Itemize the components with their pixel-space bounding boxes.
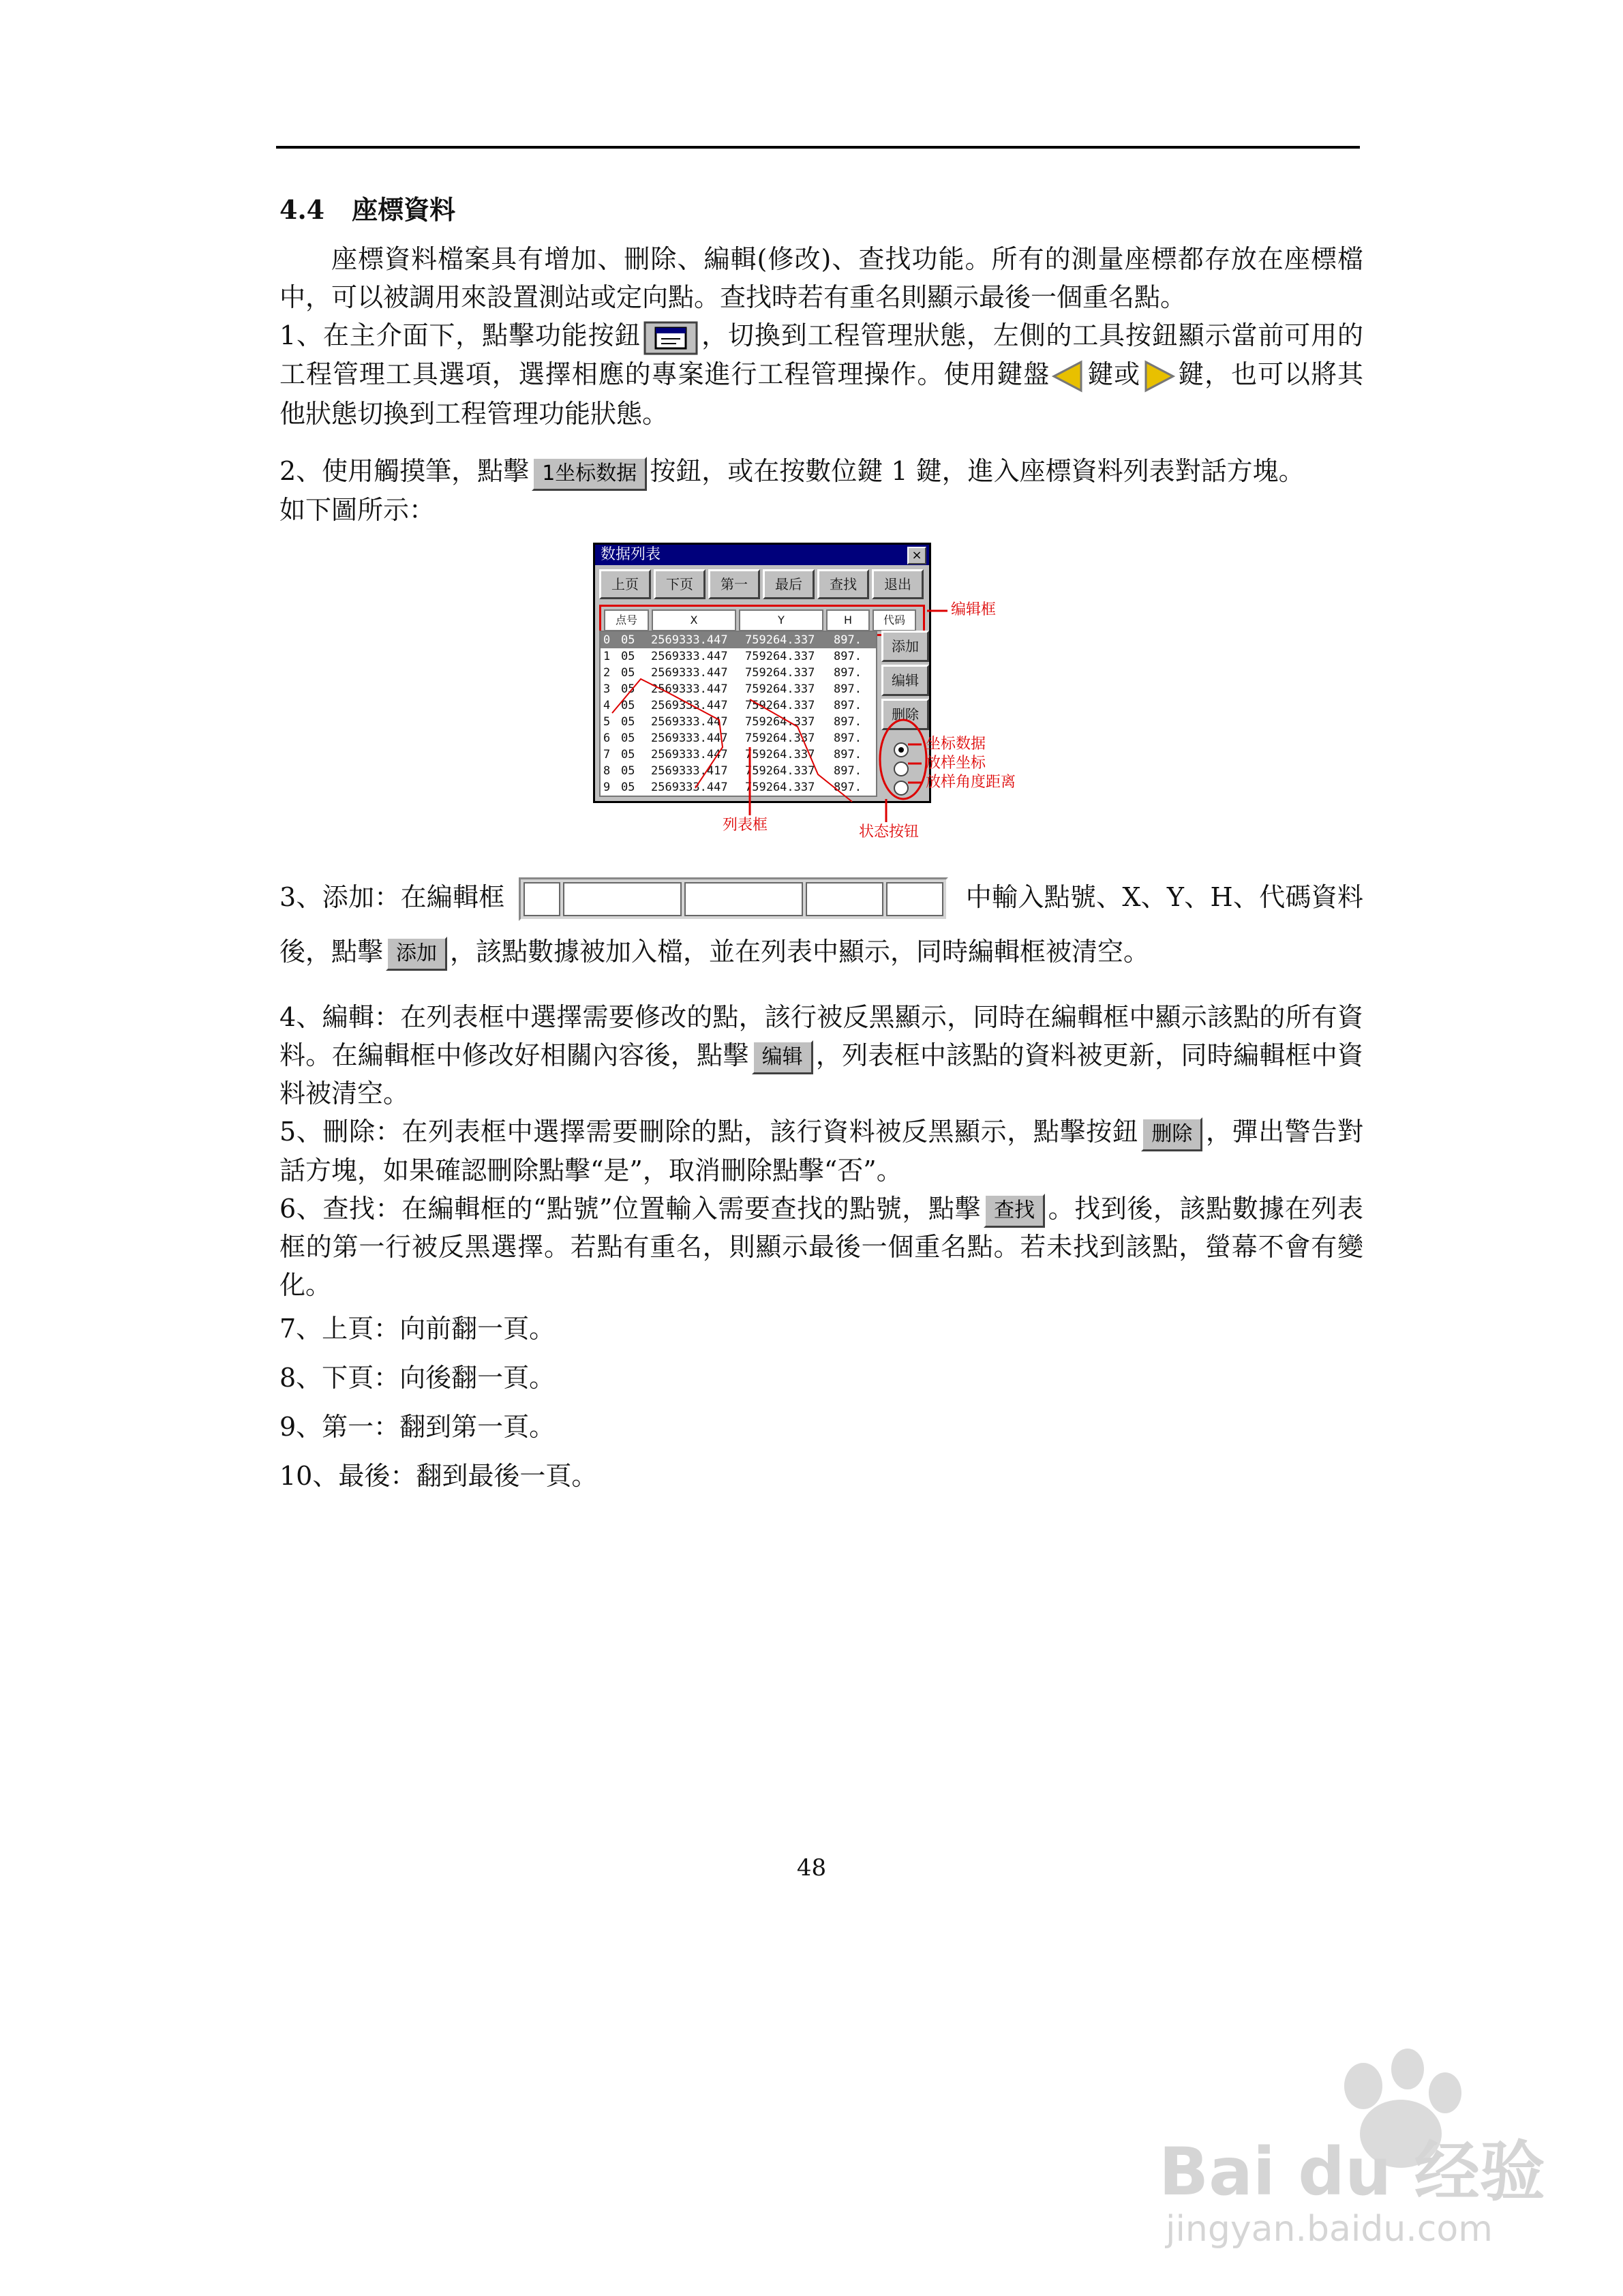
row-index: 6	[603, 731, 611, 745]
row-h: 897.	[834, 780, 862, 794]
coord-data-label: 坐标数据	[926, 735, 986, 753]
row-index: 1	[603, 649, 611, 663]
step-7: 7、上頁：向前翻一頁。	[279, 1314, 556, 1344]
row-index: 9	[603, 780, 611, 794]
row-y: 759264.337	[745, 649, 815, 663]
prev-page-button[interactable]: 上页	[599, 569, 651, 599]
step-3-text-a: 3、添加：在編輯框	[279, 881, 505, 912]
row-index: 7	[603, 747, 611, 761]
row-h: 897.	[834, 714, 862, 729]
row-h: 897.	[834, 665, 862, 680]
row-x: 2569333.447	[651, 747, 728, 761]
list-box-label: 列表框	[723, 816, 768, 834]
intro-paragraph: 座標資料檔案具有增加、刪除、編輯(修改)、查找功能。所有的測量座標都存放在座標檔中，可以被調用來設置測站或定向點。查找時若有重名則顯示最後一個重名點。	[279, 244, 1363, 312]
step-4	[279, 998, 1363, 1113]
edit-button-inline[interactable]: 编辑	[752, 1040, 813, 1074]
row-x: 2569333.447	[651, 731, 728, 745]
exit-button[interactable]: 退出	[872, 569, 924, 599]
row-x: 2569333.447	[651, 649, 728, 663]
edit-box-label: 编辑框	[951, 601, 997, 618]
row-point-id: 05	[621, 682, 635, 696]
row-y: 759264.337	[745, 747, 815, 761]
stakeout-coord-label: 放样坐标	[926, 754, 986, 772]
step-4-text-b: ，列表框中該點的資料被更新，同時編輯框中資料被清空。	[279, 1040, 1363, 1108]
step-10: 10、最後：翻到最後一頁。	[279, 1461, 598, 1491]
row-point-id: 05	[621, 698, 635, 712]
row-y: 759264.337	[745, 731, 815, 745]
step-3-text-b: 中輸入點號、X、Y、H、代碼資料後，點擊	[279, 881, 1363, 967]
row-point-id: 05	[621, 665, 635, 680]
baidu-watermark	[1138, 2045, 1547, 2263]
step-4-text-a: 4、編輯：在列表框中選擇需要修改的點，該行被反黑顯示，同時在編輯框中顯示該點的所有資料。在編輯框中修改好相關內容後，點擊	[279, 1001, 1363, 1070]
section-number: 4.4	[279, 194, 325, 225]
edit-box-illustration	[519, 877, 948, 921]
row-y: 759264.337	[745, 633, 815, 647]
figure-caption: 如下圖所示：	[279, 494, 436, 525]
project-manage-icon	[643, 321, 698, 355]
row-point-id: 05	[621, 780, 635, 794]
step-2-text-a: 2、使用觸摸筆，點擊	[279, 456, 530, 486]
add-button-inline[interactable]: 添加	[386, 937, 447, 971]
step-2	[279, 452, 1363, 491]
row-index: 0	[603, 633, 611, 647]
row-h: 897.	[834, 649, 862, 663]
row-y: 759264.337	[745, 780, 815, 794]
stakeout-angle-label: 放样角度距离	[926, 773, 1016, 791]
row-index: 2	[603, 665, 611, 680]
step-1-text-a: 1、在主介面下，點擊功能按鈕	[279, 320, 641, 350]
document-body	[279, 191, 1363, 1500]
find-button[interactable]: 查找	[817, 569, 869, 599]
next-page-button[interactable]: 下页	[654, 569, 706, 599]
step-2-text-b: 按鈕，或在按數位鍵 1 鍵，進入座標資料列表對話方塊。	[650, 456, 1305, 486]
step-3-text-c: ，該點數據被加入檔，並在列表中顯示，同時編輯框被清空。	[450, 936, 1150, 967]
header-rule	[276, 146, 1360, 149]
step-1	[279, 316, 1363, 433]
x-field[interactable]: X	[652, 609, 736, 631]
edit-button[interactable]: 编辑	[881, 665, 929, 696]
data-list-figure	[593, 543, 1275, 856]
row-y: 759264.337	[745, 698, 815, 712]
row-point-id: 05	[621, 633, 635, 647]
row-h: 897.	[834, 633, 862, 647]
row-x: 2569333.447	[651, 780, 728, 794]
right-arrow-key-icon	[1140, 358, 1177, 395]
delete-button[interactable]: 删除	[881, 699, 929, 730]
first-page-button[interactable]: 第一	[708, 569, 760, 599]
row-h: 897.	[834, 698, 862, 712]
step-5-text-b: ，彈出警告對話方塊，如果確認刪除點擊“是”，取消刪除點擊“否”。	[279, 1117, 1363, 1185]
step-6	[279, 1190, 1363, 1305]
code-field[interactable]: 代码	[873, 609, 916, 631]
step-3	[279, 870, 1363, 979]
last-page-button[interactable]: 最后	[763, 569, 815, 599]
row-index: 3	[603, 682, 611, 696]
step-5	[279, 1113, 1363, 1190]
row-y: 759264.337	[745, 682, 815, 696]
row-point-id: 05	[621, 649, 635, 663]
row-y: 759264.337	[745, 665, 815, 680]
row-point-id: 05	[621, 714, 635, 729]
state-buttons-label: 状态按钮	[859, 823, 920, 841]
annotation-lines	[593, 543, 1275, 856]
row-y: 759264.337	[745, 714, 815, 729]
step-1-text-c: 鍵或	[1087, 359, 1141, 389]
row-point-id: 05	[621, 764, 635, 778]
row-index: 5	[603, 714, 611, 729]
left-arrow-key-icon	[1050, 358, 1087, 395]
step-6-text-a: 6、查找：在編輯框的“點號”位置輸入需要查找的點號，點擊	[279, 1193, 982, 1224]
step-6-text-b: 。找到後，該點數據在列表框的第一行被反黑選擇。若點有重名，則顯示最後一個重名點。若未找到該點，螢幕不會有變化。	[279, 1193, 1363, 1300]
dialog-title: 数据列表	[601, 545, 661, 563]
step-8: 8、下頁：向後翻一頁。	[279, 1363, 556, 1393]
step-1-text-b: ，切換到工程管理狀態，左側的工具按鈕顯示當前可用的工程管理工具選項，選擇相應的專案進行工程管理操作。使用鍵盤	[279, 320, 1363, 389]
row-h: 897.	[834, 764, 862, 778]
close-icon[interactable]: ×	[907, 547, 926, 564]
row-h: 897.	[834, 731, 862, 745]
add-button[interactable]: 添加	[881, 631, 929, 662]
watermark-brand: Bai du 经验	[1159, 2134, 1545, 2210]
h-field[interactable]: H	[826, 609, 870, 631]
delete-button-inline[interactable]: 删除	[1141, 1117, 1202, 1151]
page-number: 48	[796, 1854, 827, 1882]
find-button-inline[interactable]: 查找	[984, 1194, 1045, 1228]
row-x: 2569333.447	[651, 633, 728, 647]
step-1-text-d: 鍵，也可以將其他狀態切換到工程管理功能狀態。	[279, 359, 1363, 429]
step-5-text-a: 5、刪除：在列表框中選擇需要刪除的點，該行資料被反黑顯示，點擊按鈕	[279, 1117, 1139, 1147]
point-id-field[interactable]: 点号	[604, 609, 649, 631]
row-x: 2569333.417	[651, 764, 728, 778]
coord-data-button[interactable]: 1坐标数据	[532, 457, 647, 491]
watermark-url: jingyan.baidu.com	[1166, 2209, 1493, 2250]
row-index: 8	[603, 764, 611, 778]
row-y: 759264.337	[745, 764, 815, 778]
row-x: 2569333.447	[651, 682, 728, 696]
row-point-id: 05	[621, 747, 635, 761]
row-point-id: 05	[621, 731, 635, 745]
row-h: 897.	[834, 682, 862, 696]
section-heading	[279, 191, 1363, 229]
step-9: 9、第一：翻到第一頁。	[279, 1412, 556, 1442]
row-index: 4	[603, 698, 611, 712]
section-title: 座標資料	[352, 194, 456, 225]
row-h: 897.	[834, 747, 862, 761]
row-x: 2569333.447	[651, 665, 728, 680]
y-field[interactable]: Y	[739, 609, 823, 631]
row-x: 2569333.447	[651, 698, 728, 712]
row-x: 2569333.447	[651, 714, 728, 729]
